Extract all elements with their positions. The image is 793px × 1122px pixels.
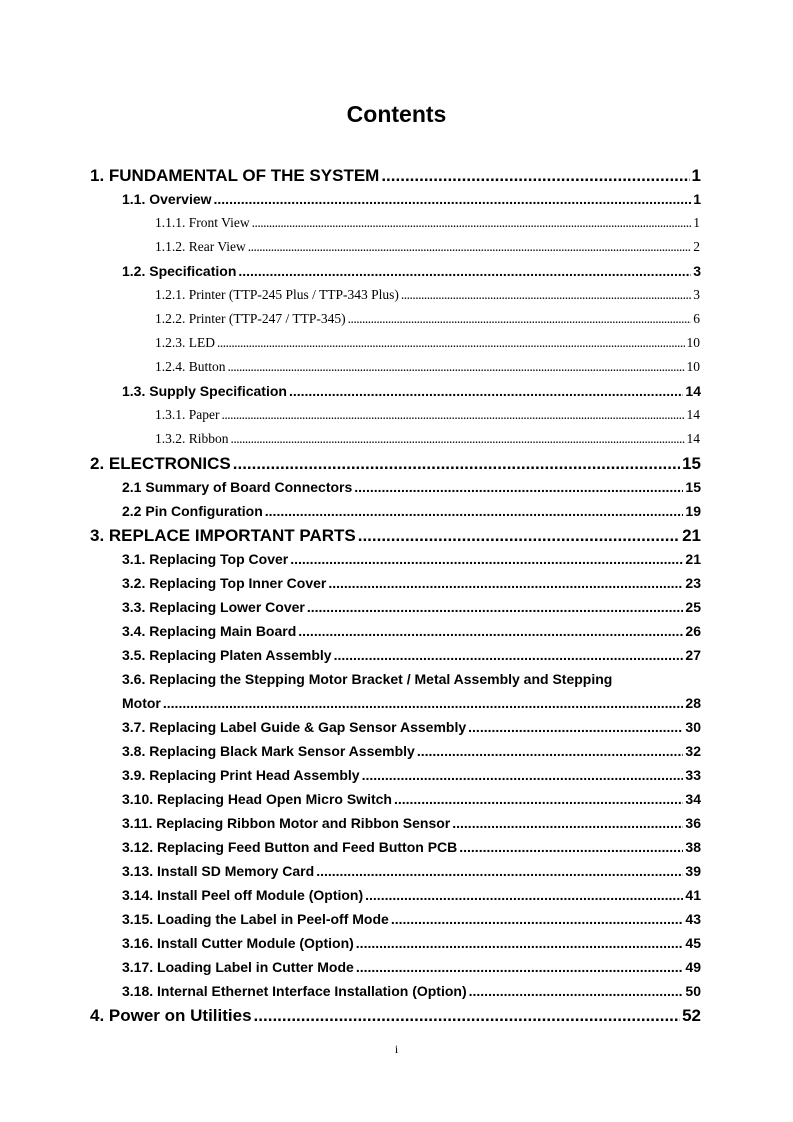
page-title: Contents xyxy=(346,101,447,127)
toc-entry-label: 1.2.3. LED xyxy=(155,335,215,350)
toc-entry-label: 1.3.1. Paper xyxy=(155,407,220,422)
toc-entry-label: 3.4. Replacing Main Board xyxy=(122,623,297,639)
toc-entry-page: 14 xyxy=(686,407,700,422)
toc-entry-label: 3.3. Replacing Lower Cover xyxy=(122,599,305,615)
toc-entry-label: 1.1.1. Front View xyxy=(155,215,250,230)
dot-leader xyxy=(222,405,685,425)
toc-entry-label: 3.16. Install Cutter Module (Option) xyxy=(122,935,354,951)
toc-entry-label: 1.2.4. Button xyxy=(155,359,226,374)
toc-entry-page: 14 xyxy=(685,383,701,399)
dot-leader xyxy=(231,429,685,449)
toc-entry-label: 3.8. Replacing Black Mark Sensor Assembly xyxy=(122,743,415,759)
toc-entry-label: 1.3. Supply Specification xyxy=(122,383,287,399)
toc-entry-page: 21 xyxy=(682,526,701,545)
toc-entry[interactable] xyxy=(122,789,701,809)
toc-entry-page: 1 xyxy=(693,215,700,230)
toc-entry-page: 19 xyxy=(685,503,701,519)
toc-entry[interactable] xyxy=(122,741,701,761)
toc-entry[interactable] xyxy=(122,717,701,737)
toc-entry-page: 30 xyxy=(685,719,701,735)
dot-leader xyxy=(401,285,691,305)
toc-entry-label: 3.13. Install SD Memory Card xyxy=(122,863,315,879)
dot-leader xyxy=(459,837,683,857)
dot-leader xyxy=(394,789,683,809)
toc-entry[interactable] xyxy=(122,501,701,521)
toc-entry[interactable] xyxy=(90,453,701,475)
toc-entry[interactable] xyxy=(90,1005,701,1027)
toc-entry-label: Motor xyxy=(122,695,161,711)
dot-leader xyxy=(362,765,684,785)
toc-entry-page: 49 xyxy=(685,959,701,975)
dot-leader xyxy=(417,741,684,761)
dot-leader xyxy=(228,357,685,377)
toc-entry[interactable] xyxy=(90,165,701,187)
toc-entry[interactable] xyxy=(122,597,701,617)
toc-entry-page: 14 xyxy=(686,431,700,446)
toc-entry[interactable] xyxy=(155,405,700,425)
toc-entry-page: 25 xyxy=(685,599,701,615)
toc-entry[interactable] xyxy=(155,357,700,377)
toc-entry[interactable] xyxy=(90,525,701,547)
toc-entry-page: 41 xyxy=(685,887,701,903)
toc-entry-label: 3.10. Replacing Head Open Micro Switch xyxy=(122,791,392,807)
toc-entry-page: 39 xyxy=(685,863,701,879)
toc-entry[interactable] xyxy=(122,861,701,881)
toc-entry-page: 10 xyxy=(686,335,700,350)
toc-entry-page: 3 xyxy=(693,263,701,279)
dot-leader xyxy=(469,981,684,1001)
toc-entry-page: 15 xyxy=(685,479,701,495)
toc-entry[interactable] xyxy=(122,189,701,209)
toc-entry-page: 3 xyxy=(693,287,700,302)
toc-entry[interactable] xyxy=(155,213,700,233)
toc-entry[interactable] xyxy=(122,477,701,497)
toc-entry-page: 27 xyxy=(685,647,701,663)
dot-leader xyxy=(356,933,684,953)
toc-entry-label: 3.14. Install Peel off Module (Option) xyxy=(122,887,364,903)
toc-entry-page: 26 xyxy=(685,623,701,639)
toc-entry-label: 1.3.2. Ribbon xyxy=(155,431,229,446)
toc-entry-label: 3.17. Loading Label in Cutter Mode xyxy=(122,959,354,975)
toc-entry-label: 3.11. Replacing Ribbon Motor and Ribbon Sensor xyxy=(122,815,451,831)
toc-entry-label: 3.15. Loading the Label in Peel-off Mode xyxy=(122,911,389,927)
toc-entry[interactable] xyxy=(122,765,701,785)
toc-entry-page: 34 xyxy=(685,791,701,807)
dot-leader xyxy=(334,645,684,665)
toc-entry[interactable] xyxy=(122,573,701,593)
toc-entry-label: 3. REPLACE IMPORTANT PARTS xyxy=(90,526,356,545)
toc-entry-page: 32 xyxy=(685,743,701,759)
toc-entry-page: 43 xyxy=(685,911,701,927)
toc-entry-label: 1. FUNDAMENTAL OF THE SYSTEM xyxy=(90,166,380,185)
toc-entry[interactable] xyxy=(122,813,701,833)
dot-leader xyxy=(391,909,684,929)
dot-leader xyxy=(265,501,684,521)
toc-entry-page: 38 xyxy=(685,839,701,855)
dot-leader xyxy=(238,261,691,281)
toc-entry[interactable] xyxy=(122,645,701,665)
toc-entry-page: 10 xyxy=(686,359,700,374)
dot-leader xyxy=(233,453,680,475)
toc-entry-label: 2. ELECTRONICS xyxy=(90,454,231,473)
toc-entry-page: 2 xyxy=(693,239,700,254)
toc-entry-page: 36 xyxy=(685,815,701,831)
toc-entry-label: 3.7. Replacing Label Guide & Gap Sensor Assembly xyxy=(122,719,467,735)
toc-entry[interactable] xyxy=(122,981,701,1001)
toc-entry-page: 15 xyxy=(682,454,701,473)
dot-leader xyxy=(468,717,683,737)
toc-entry-page: 33 xyxy=(685,767,701,783)
toc-entry-label: 3.2. Replacing Top Inner Cover xyxy=(122,575,327,591)
toc-entry[interactable] xyxy=(122,837,701,857)
dot-leader xyxy=(381,165,689,187)
toc-entry-page: 50 xyxy=(685,983,701,999)
toc-entry[interactable] xyxy=(122,261,701,281)
toc-entry-label: 3.1. Replacing Top Cover xyxy=(122,551,289,567)
toc-entry-page: 45 xyxy=(685,935,701,951)
dot-leader xyxy=(348,309,692,329)
dot-leader xyxy=(354,477,683,497)
toc-entry-label: 1.2. Specification xyxy=(122,263,237,279)
dot-leader xyxy=(328,573,683,593)
toc-entry[interactable] xyxy=(122,885,701,905)
toc-entry-label: 2.2 Pin Configuration xyxy=(122,503,263,519)
toc-entry[interactable] xyxy=(122,909,701,929)
toc-entry-page: 1 xyxy=(691,166,701,185)
toc-entry[interactable] xyxy=(122,693,701,713)
toc-entry[interactable] xyxy=(155,333,700,353)
toc-entry-page: 21 xyxy=(685,551,701,567)
toc-entry-label: 4. Power on Utilities xyxy=(90,1006,252,1025)
toc-entry[interactable] xyxy=(122,621,701,641)
toc-entry[interactable] xyxy=(155,237,700,257)
toc-entry[interactable] xyxy=(122,549,701,569)
toc-entry[interactable] xyxy=(122,933,701,953)
toc-entry-page: 52 xyxy=(682,1006,701,1025)
toc-entry-page: 1 xyxy=(693,191,701,207)
dot-leader xyxy=(252,213,692,233)
toc-entry[interactable] xyxy=(155,429,700,449)
dot-leader xyxy=(289,381,683,401)
dot-leader xyxy=(248,237,691,257)
dot-leader xyxy=(298,621,683,641)
dot-leader xyxy=(358,525,680,547)
toc-entry-label: 3.9. Replacing Print Head Assembly xyxy=(122,767,360,783)
toc-entry-page: 6 xyxy=(693,311,700,326)
toc-entry-label: 1.1. Overview xyxy=(122,191,212,207)
toc-entry-label: 1.2.1. Printer (TTP-245 Plus / TTP-343 Plus) xyxy=(155,287,399,302)
toc-entry-page: 23 xyxy=(685,575,701,591)
toc-entry-label: 2.1 Summary of Board Connectors xyxy=(122,479,353,495)
dot-leader xyxy=(214,189,692,209)
dot-leader xyxy=(290,549,683,569)
toc-entry[interactable] xyxy=(122,957,701,977)
toc-entry-label: 1.2.2. Printer (TTP-247 / TTP-345) xyxy=(155,311,346,326)
dot-leader xyxy=(217,333,685,353)
dot-leader xyxy=(452,813,683,833)
toc-entry-label: 3.12. Replacing Feed Button and Feed Button PCB xyxy=(122,839,458,855)
toc-entry[interactable] xyxy=(155,285,700,305)
toc-entry-label: 3.18. Internal Ethernet Interface Installation (Option) xyxy=(122,983,467,999)
dot-leader xyxy=(163,693,684,713)
page-number-footer: i xyxy=(394,1042,399,1056)
dot-leader xyxy=(365,885,683,905)
toc-entry-label: 3.5. Replacing Platen Assembly xyxy=(122,647,332,663)
toc-entry-label: 1.1.2. Rear View xyxy=(155,239,246,254)
toc-entry-label[interactable]: 3.6. Replacing the Stepping Motor Bracket / Metal Assembly and Stepping xyxy=(122,671,613,687)
dot-leader xyxy=(316,861,683,881)
toc-entry[interactable] xyxy=(122,381,701,401)
dot-leader xyxy=(254,1005,681,1027)
dot-leader xyxy=(307,597,684,617)
toc-entry[interactable] xyxy=(155,309,700,329)
toc-entry-page: 28 xyxy=(685,695,701,711)
dot-leader xyxy=(356,957,684,977)
